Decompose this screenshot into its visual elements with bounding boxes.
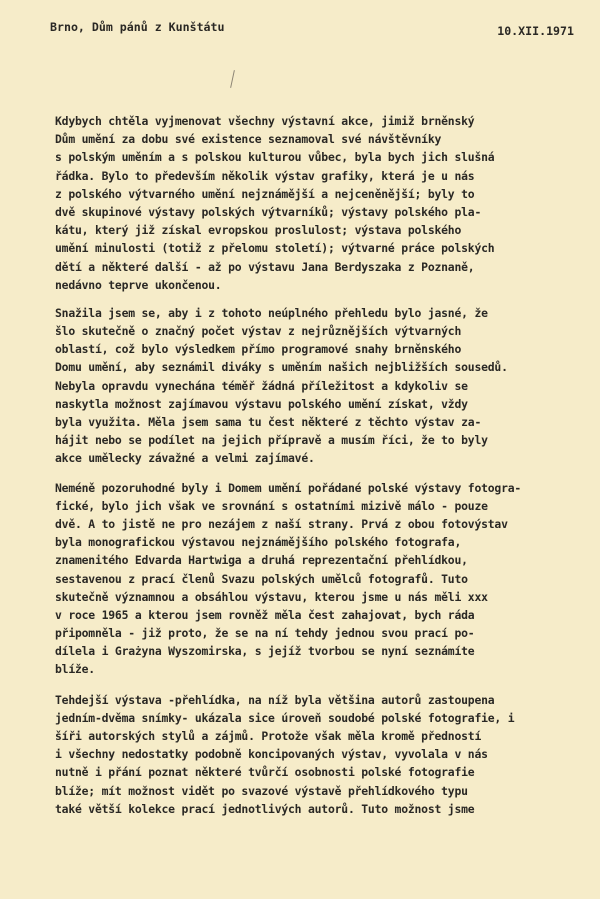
text-line: i všechny nedostatky podobně koncipovaných výstav, vyvolala v nás xyxy=(55,747,488,762)
place-heading: Brno, Dům pánů z Kunštátu xyxy=(50,20,225,34)
document-header xyxy=(50,20,574,40)
text-line: dětí a některé další - až po výstavu Jana Berdyszaka z Poznaně, xyxy=(55,259,475,274)
text-line: hájit nebo se podílet na jejich přípravě a musím říci, že to byly xyxy=(55,433,488,448)
text-line: Dům umění za dobu své existence seznamoval své návštěvníky xyxy=(55,132,442,147)
text-line: nedávno teprve ukončenou. xyxy=(55,277,222,292)
text-line: dílela i Grażyna Wyszomirska, s jejíž tvorbou se nyní seznámíte xyxy=(55,644,475,659)
paragraph-2 xyxy=(55,304,600,468)
text-line: fické, bylo jich však ve srovnání s ostatními mizivě málo - pouze xyxy=(55,498,488,513)
text-line: s polským uměním a s polskou kulturou vůbec, byla bych jich slušná xyxy=(55,150,495,165)
paragraph-3 xyxy=(55,479,600,679)
text-line: Tehdejší výstava -přehlídka, na níž byla většina autorů zastoupena xyxy=(55,692,495,707)
text-line: šíři autorských stylů a zájmů. Protože však měla kromě předností xyxy=(55,729,482,743)
date-heading: 10.XII.1971 xyxy=(497,24,574,38)
text-line: Kdybych chtěla vyjmenovat všechny výstavní akce, jimiž brněnský xyxy=(55,114,475,128)
text-line: také větší kolekce prací jednotlivých autorů. Tuto možnost jsme xyxy=(55,801,475,816)
text-line: kátu, který již získal evropskou proslulost; výstava polského xyxy=(55,223,462,238)
text-line: jedním-dvěma snímky- ukázala sice úroveň soudobé polské fotografie, i xyxy=(55,710,515,725)
text-line: řádka. Bylo to především několik výstav grafiky, která je u nás xyxy=(55,168,475,183)
pen-mark xyxy=(230,70,235,88)
text-line: připomněla - již proto, že se na ní tehdy jednou svou prací po- xyxy=(55,626,475,641)
body-text xyxy=(55,112,600,818)
text-line: dvě. A to jistě ne pro nezájem z naší strany. Prvá z obou fotovýstav xyxy=(55,516,508,531)
text-line: Nebyla opravdu vynechána téměř žádná příležitost a kdykoliv se xyxy=(55,378,468,393)
text-line: byla monografickou výstavou nejznámějšího polského fotografa, xyxy=(55,535,462,550)
text-line: Domu umění, aby seznámil diváky s uměním našich nejbližších sousedů. xyxy=(55,360,508,375)
text-line: umění minulosti (totiž z přelomu století); výtvarné práce polských xyxy=(55,241,495,256)
paragraph-1 xyxy=(55,112,600,294)
text-line: akce umělecky závažné a velmi zajímavé. xyxy=(55,451,315,466)
text-line: z polského výtvarného umění nejznámější a nejceněnější; byly to xyxy=(55,186,475,201)
text-line: znamenitého Edvarda Hartwiga a druhá reprezentační přehlídkou, xyxy=(55,553,468,568)
text-line: oblastí, což bylo výsledkem přímo programové snahy brněnského xyxy=(55,342,462,357)
text-line: dvě skupinové výstavy polských výtvarníků; výstavy polského pla- xyxy=(55,204,482,219)
text-line: blíže. xyxy=(55,662,95,677)
text-line: skutečně významnou a obsáhlou výstavu, kterou jsme u nás měli xxx xyxy=(55,589,488,604)
text-line: sestavenou z prací členů Svazu polských umělců fotografů. Tuto xyxy=(55,571,468,586)
text-line: blíže; mít možnost vidět po svazové výstavě přehlídkového typu xyxy=(55,783,468,798)
text-line: Snažila jsem se, aby i z tohoto neúplného přehledu bylo jasné, že xyxy=(55,305,488,320)
text-line: nutně i přání poznat některé tvůrčí osobnosti polské fotografie xyxy=(55,765,475,780)
text-line: naskytla možnost zajímavou výstavu polského umění získat, vždy xyxy=(55,396,468,411)
text-line: v roce 1965 a kterou jsem rovněž měla čest zahajovat, bych ráda xyxy=(55,607,475,622)
text-line: byla využita. Měla jsem sama tu čest některé z těchto výstav za- xyxy=(55,415,482,429)
text-line: Neméně pozoruhodné byly i Domem umění pořádané polské výstavy fotogra- xyxy=(55,480,522,495)
text-line: šlo skutečně o značný počet výstav z nejrůznějších výtvarných xyxy=(55,324,462,339)
paragraph-4 xyxy=(55,691,600,818)
